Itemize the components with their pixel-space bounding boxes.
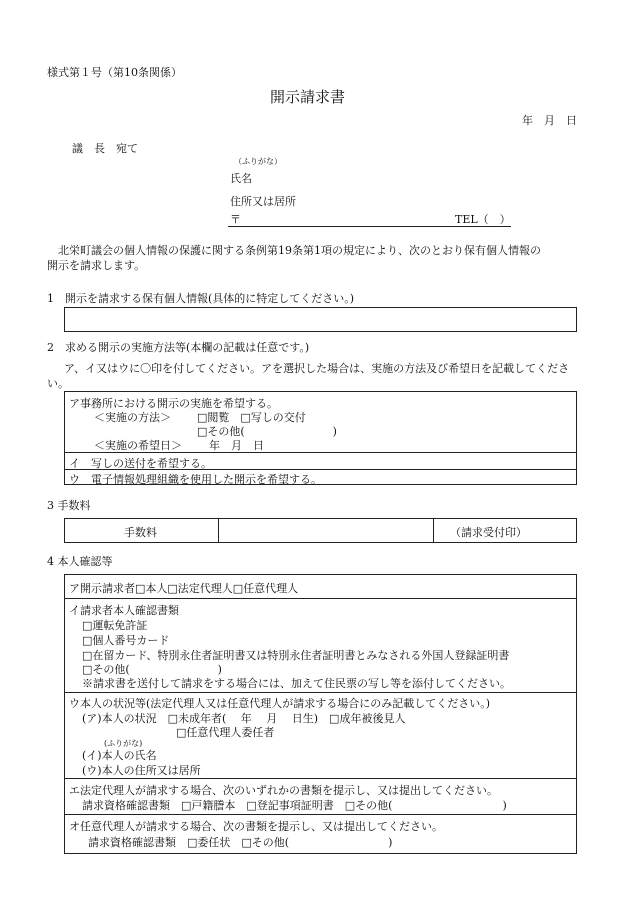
id-doc-drivers-license[interactable]: □運転免許証 [82,619,148,632]
divider [64,692,577,693]
divider [64,778,577,779]
section-2-note-1: ア、イ又はウに〇印を付してください。アを選択した場合は、実施の方法及び希望日を記載してくださ [64,362,570,375]
option-a-title: ア事務所における開示の実施を希望する。 [69,397,278,410]
desired-date-value[interactable]: 年 月 日 [209,439,264,452]
divider [64,598,577,599]
requested-info-field[interactable] [64,307,577,332]
principal-status[interactable]: (ア)本人の状況 □未成年者( 年 月 日生) □成年被後見人 [82,712,406,725]
tel-label: TEL（ ） [455,213,511,226]
name-label: 氏名 [230,172,252,185]
section-4-title: 4 本人確認等 [47,555,113,568]
method-other[interactable]: □その他( ) [197,425,337,438]
recipient: 議 長 宛て [72,142,138,155]
section-2-title: 2 求める開示の実施方法等(本欄の記載は任意です。) [47,341,310,354]
requester-type[interactable]: ア開示請求者□本人□法定代理人□任意代理人 [69,582,299,595]
id-documents-title: イ請求者本人確認書類 [69,604,179,617]
postal-mark: 〒 [230,213,241,226]
option-i: イ 写しの送付を希望する。 [69,457,212,470]
principal-status-agent[interactable]: □任意代理人委任者 [176,726,275,739]
divider [64,469,577,470]
legal-agent-documents[interactable]: 請求資格確認書類 □戸籍謄本 □登記事項証明書 □その他( ) [82,799,507,812]
date-line: 年 月 日 [522,114,577,127]
desired-date-label: ＜実施の希望日＞ [94,439,182,452]
address-label: 住所又は居所 [230,195,296,208]
id-doc-other[interactable]: □その他( ) [82,663,222,676]
principal-furigana: (ふりがな) [104,739,143,748]
legal-agent-title: エ法定代理人が請求する場合、次のいずれかの書類を提示し、又は提出してください。 [69,784,498,797]
method-options[interactable]: □閲覧 □写しの交付 [197,411,306,424]
form-number: 様式第１号（第10条関係） [47,66,182,79]
divider [64,452,577,453]
intro-line-1: 北栄町議会の個人情報の保護に関する条例第19条第1項の規定により、次のとおり保有個人情報の [58,244,541,257]
reception-stamp-label: （請求受付印） [450,526,527,539]
divider [218,518,219,543]
voluntary-agent-title: オ任意代理人が請求する場合、次の書類を提示し、又は提出してください。 [69,820,443,833]
method-label: ＜実施の方法＞ [94,411,171,424]
id-doc-residence-card[interactable]: □在留カード、特別永住者証明書又は特別永住者証明書とみなされる外国人登録証明書 [82,649,510,662]
id-doc-note: ※請求書を送付して請求をする場合には、加えて住民票の写し等を添付してください。 [82,677,511,690]
address-underline [228,226,511,227]
intro-line-2: 開示を請求します。 [47,259,146,272]
principal-address-label: (ウ)本人の住所又は居所 [82,764,201,777]
fee-label: 手数料 [124,526,157,539]
divider [64,814,577,815]
option-u: ウ 電子情報処理組織を使用した開示を希望する。 [69,473,322,486]
section-1-title: 1 開示を請求する保有個人情報(具体的に特定してください。) [47,292,355,305]
section-2-note-2: い。 [47,377,69,390]
voluntary-agent-documents[interactable]: 請求資格確認書類 □委任状 □その他( ) [88,836,393,849]
page-title: 開示請求書 [270,88,346,106]
divider [433,518,434,543]
id-doc-my-number-card[interactable]: □個人番号カード [82,634,170,647]
principal-name-label: (イ)本人の氏名 [82,749,157,762]
section-3-title: 3 手数料 [47,499,91,512]
furigana-label: （ふりがな） [234,157,282,166]
principal-status-title: ウ本人の状況等(法定代理人又は任意代理人が請求する場合にのみ記載してください。) [69,697,491,710]
